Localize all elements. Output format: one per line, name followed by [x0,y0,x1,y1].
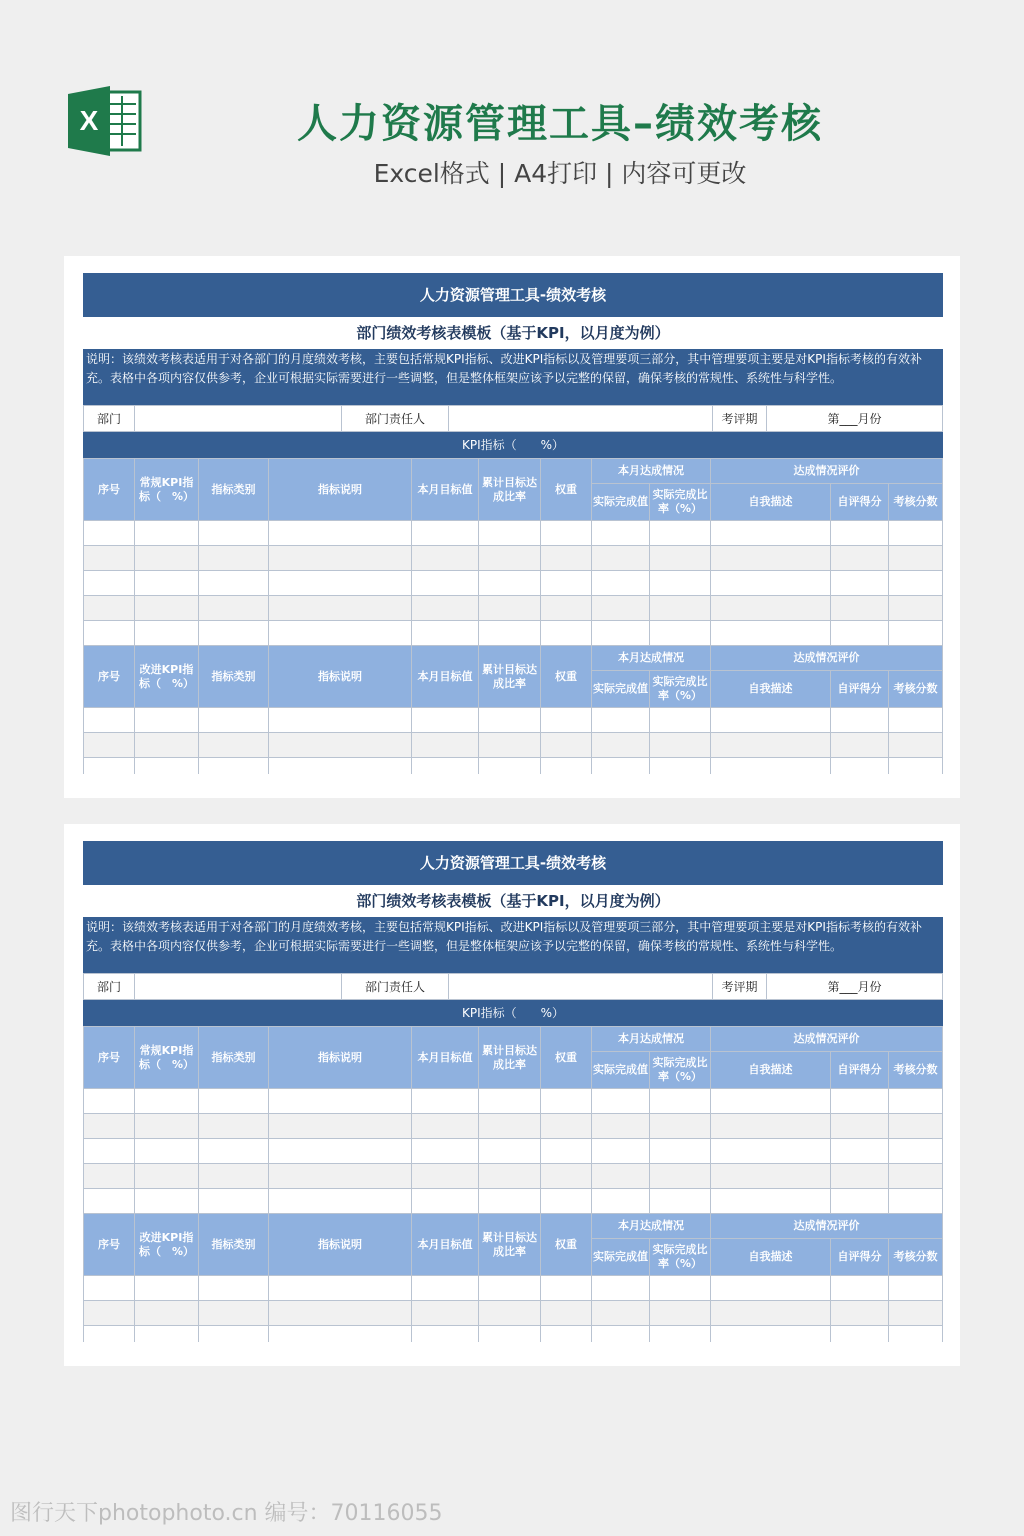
table-row [84,521,943,546]
col-self-score: 自评得分 [831,484,889,521]
page-title: 人力资源管理工具–绩效考核 [297,101,823,147]
col-target: 本月目标值 [412,459,479,521]
table-cell[interactable] [592,1301,650,1326]
table-cell[interactable] [84,758,135,775]
table-cell[interactable] [135,708,199,733]
table-cell[interactable] [541,521,592,546]
table-row [84,1164,943,1189]
table-cell[interactable] [412,1139,479,1164]
table-row [84,621,943,646]
table-cell[interactable] [135,1164,199,1189]
table-cell[interactable] [592,596,650,621]
table-cell[interactable] [541,1114,592,1139]
kpi-band: KPI指标（ %） [83,432,943,458]
table-cell[interactable] [84,1301,135,1326]
table-cell[interactable] [412,621,479,646]
table-cell[interactable] [541,1164,592,1189]
table-cell[interactable] [889,758,943,775]
table-cell[interactable] [135,546,199,571]
table-cell[interactable] [84,596,135,621]
table-cell[interactable] [541,596,592,621]
table-cell[interactable] [831,1189,889,1214]
month-field[interactable]: 第___月份 [767,974,943,1000]
col-explain: 指标说明 [269,1027,412,1089]
table-cell[interactable] [84,571,135,596]
table-cell[interactable] [889,1326,943,1343]
table-cell[interactable] [650,1164,711,1189]
dept-label: 部门 [84,974,135,1000]
table-cell[interactable] [541,1276,592,1301]
table-cell[interactable] [831,758,889,775]
table-cell[interactable] [831,521,889,546]
table-cell[interactable] [592,708,650,733]
table-cell[interactable] [650,708,711,733]
col-weight: 权重 [541,1214,592,1276]
table-cell[interactable] [592,1164,650,1189]
kpi-sheet [83,273,943,774]
col-actual: 实际完成值 [592,484,650,521]
table-cell[interactable] [84,733,135,758]
table-cell[interactable] [479,521,541,546]
col-monthly: 本月达成情况 [592,459,711,484]
table-cell[interactable] [412,1164,479,1189]
table-cell[interactable] [412,1301,479,1326]
table-cell[interactable] [199,1164,269,1189]
table-cell[interactable] [479,1164,541,1189]
table-row [84,758,943,775]
table-cell[interactable] [711,1276,831,1301]
col-target: 本月目标值 [412,1027,479,1089]
dept-label: 部门 [84,406,135,432]
table-cell[interactable] [135,596,199,621]
table-cell[interactable] [269,571,412,596]
table-cell[interactable] [269,621,412,646]
excel-icon [68,86,142,156]
table-cell[interactable] [889,1301,943,1326]
table-cell[interactable] [650,546,711,571]
table-cell[interactable] [199,1276,269,1301]
table-row [84,596,943,621]
col-kpi: 常规KPI指标（ %） [135,459,199,521]
table-cell[interactable] [889,621,943,646]
sheet-subtitle: 部门绩效考核表模板（基于KPI，以月度为例） [356,892,670,910]
table-cell[interactable] [650,1326,711,1343]
table-cell[interactable] [711,1326,831,1343]
table-cell[interactable] [650,1089,711,1114]
table-cell[interactable] [831,708,889,733]
col-actual-rate: 实际完成比率（%） [650,1052,711,1089]
col-explain: 指标说明 [269,1214,412,1276]
table-cell[interactable] [650,571,711,596]
col-cumulative: 累计目标达成比率 [479,1214,541,1276]
col-weight: 权重 [541,459,592,521]
table-cell[interactable] [269,1139,412,1164]
table-row [84,546,943,571]
table-cell[interactable] [84,1089,135,1114]
col-evaluation: 达成情况评价 [711,1027,943,1052]
leader-label: 部门责任人 [342,974,449,1000]
sheet-title-band: 人力资源管理工具-绩效考核 [83,273,943,317]
table-cell[interactable] [135,571,199,596]
col-assess-score: 考核分数 [889,671,943,708]
table-cell[interactable] [269,596,412,621]
kpi-band: KPI指标（ %） [83,1000,943,1026]
table-cell[interactable] [831,733,889,758]
table-cell[interactable] [84,1326,135,1343]
table-cell[interactable] [541,621,592,646]
col-self-desc: 自我描述 [711,484,831,521]
table-cell[interactable] [412,708,479,733]
table-cell[interactable] [412,596,479,621]
table-cell[interactable] [889,1189,943,1214]
table-row [84,1089,943,1114]
table-cell[interactable] [650,733,711,758]
col-seq: 序号 [84,646,135,708]
table-cell[interactable] [135,733,199,758]
table-cell[interactable] [269,708,412,733]
table-cell[interactable] [889,733,943,758]
table-cell[interactable] [84,1164,135,1189]
table-cell[interactable] [412,546,479,571]
table-cell[interactable] [84,1276,135,1301]
table-cell[interactable] [831,1089,889,1114]
table-cell[interactable] [541,1089,592,1114]
table-cell[interactable] [592,1114,650,1139]
table-cell[interactable] [711,1189,831,1214]
table-cell[interactable] [711,621,831,646]
col-assess-score: 考核分数 [889,1052,943,1089]
table-cell[interactable] [84,546,135,571]
table-cell[interactable] [889,1139,943,1164]
sheet-subtitle: 部门绩效考核表模板（基于KPI，以月度为例） [356,324,670,342]
col-kpi: 常规KPI指标（ %） [135,1027,199,1089]
table-cell[interactable] [889,708,943,733]
table-cell[interactable] [711,1139,831,1164]
table-cell[interactable] [592,1326,650,1343]
table-cell[interactable] [412,521,479,546]
svg-text:X: X [79,105,99,136]
table-cell[interactable] [412,1189,479,1214]
table-cell[interactable] [479,1139,541,1164]
table-cell[interactable] [592,621,650,646]
table-cell[interactable] [479,1189,541,1214]
leader-value[interactable] [449,974,713,1000]
table-cell[interactable] [199,546,269,571]
table-cell[interactable] [199,1114,269,1139]
table-cell[interactable] [199,621,269,646]
table-cell[interactable] [541,546,592,571]
table-cell[interactable] [199,571,269,596]
table-cell[interactable] [650,1114,711,1139]
table-cell[interactable] [479,708,541,733]
table-cell[interactable] [650,1301,711,1326]
col-cumulative: 累计目标达成比率 [479,646,541,708]
table-cell[interactable] [412,1114,479,1139]
col-cumulative: 累计目标达成比率 [479,1027,541,1089]
col-self-desc: 自我描述 [711,1239,831,1276]
table-cell[interactable] [889,1164,943,1189]
table-cell[interactable] [479,596,541,621]
info-row [83,405,943,432]
col-assess-score: 考核分数 [889,1239,943,1276]
col-category: 指标类别 [199,646,269,708]
table-cell[interactable] [84,708,135,733]
table-cell[interactable] [831,1301,889,1326]
col-actual: 实际完成值 [592,1052,650,1089]
table-cell[interactable] [199,1139,269,1164]
table-cell[interactable] [479,546,541,571]
table-row [84,1189,943,1214]
table-row [84,1326,943,1343]
page-subtitle: Excel格式 | A4打印 | 内容可更改 [373,159,747,188]
table-cell[interactable] [831,1164,889,1189]
col-actual-rate: 实际完成比率（%） [650,1239,711,1276]
table-cell[interactable] [592,733,650,758]
table-cell[interactable] [479,1114,541,1139]
table-cell[interactable] [199,708,269,733]
table-cell[interactable] [412,1326,479,1343]
col-cumulative: 累计目标达成比率 [479,459,541,521]
table-cell[interactable] [479,758,541,775]
table-cell[interactable] [650,621,711,646]
table-cell[interactable] [269,546,412,571]
table-cell[interactable] [199,596,269,621]
col-actual-rate: 实际完成比率（%） [650,484,711,521]
col-self-score: 自评得分 [831,1052,889,1089]
table-cell[interactable] [135,1276,199,1301]
table-cell[interactable] [269,1276,412,1301]
col-actual-rate: 实际完成比率（%） [650,671,711,708]
table-cell[interactable] [84,621,135,646]
table-cell[interactable] [831,1114,889,1139]
table-cell[interactable] [592,1139,650,1164]
period-label: 考评期 [713,974,767,1000]
table-cell[interactable] [711,596,831,621]
table-cell[interactable] [541,1189,592,1214]
col-assess-score: 考核分数 [889,484,943,521]
col-self-desc: 自我描述 [711,671,831,708]
table-cell[interactable] [269,758,412,775]
col-explain: 指标说明 [269,459,412,521]
col-self-score: 自评得分 [831,671,889,708]
table-cell[interactable] [831,596,889,621]
sheet-preview-2 [64,824,960,1366]
table-cell[interactable] [711,1089,831,1114]
table-cell[interactable] [199,733,269,758]
table-cell[interactable] [650,758,711,775]
table-cell[interactable] [479,1276,541,1301]
table-cell[interactable] [889,596,943,621]
table-cell[interactable] [831,571,889,596]
col-weight: 权重 [541,1027,592,1089]
col-kpi: 改进KPI指标（ %） [135,1214,199,1276]
table-cell[interactable] [711,733,831,758]
table-cell[interactable] [889,546,943,571]
table-cell[interactable] [831,621,889,646]
table-cell[interactable] [135,1114,199,1139]
table-cell[interactable] [269,1164,412,1189]
table-cell[interactable] [592,758,650,775]
col-category: 指标类别 [199,1214,269,1276]
col-monthly: 本月达成情况 [592,1214,711,1239]
table-cell[interactable] [592,1089,650,1114]
col-category: 指标类别 [199,459,269,521]
table-cell[interactable] [199,758,269,775]
table-cell[interactable] [711,571,831,596]
table-cell[interactable] [650,596,711,621]
table-cell[interactable] [199,521,269,546]
table-row [84,1276,943,1301]
kpi-table [83,458,943,774]
col-target: 本月目标值 [412,1214,479,1276]
table-cell[interactable] [889,1089,943,1114]
table-cell[interactable] [135,1326,199,1343]
table-cell[interactable] [199,1326,269,1343]
table-cell[interactable] [84,1114,135,1139]
table-cell[interactable] [269,521,412,546]
col-actual: 实际完成值 [592,1239,650,1276]
table-cell[interactable] [135,1189,199,1214]
table-cell[interactable] [831,546,889,571]
table-cell[interactable] [479,621,541,646]
table-cell[interactable] [541,1326,592,1343]
table-cell[interactable] [412,733,479,758]
table-cell[interactable] [479,1301,541,1326]
kpi-sheet [83,841,943,1342]
table-cell[interactable] [592,546,650,571]
table-cell[interactable] [889,1276,943,1301]
col-seq: 序号 [84,1027,135,1089]
table-cell[interactable] [412,1276,479,1301]
col-seq: 序号 [84,1214,135,1276]
table-cell[interactable] [135,521,199,546]
col-category: 指标类别 [199,1027,269,1089]
table-cell[interactable] [84,521,135,546]
table-cell[interactable] [269,733,412,758]
table-cell[interactable] [831,1326,889,1343]
table-cell[interactable] [479,733,541,758]
table-cell[interactable] [650,1189,711,1214]
table-cell[interactable] [711,1114,831,1139]
table-cell[interactable] [135,1139,199,1164]
table-cell[interactable] [269,1301,412,1326]
table-cell[interactable] [269,1089,412,1114]
col-monthly: 本月达成情况 [592,1027,711,1052]
table-cell[interactable] [84,1139,135,1164]
col-evaluation: 达成情况评价 [711,459,943,484]
table-cell[interactable] [199,1089,269,1114]
table-cell[interactable] [711,546,831,571]
leader-value[interactable] [449,406,713,432]
table-cell[interactable] [831,1276,889,1301]
table-cell[interactable] [135,621,199,646]
col-evaluation: 达成情况评价 [711,646,943,671]
table-cell[interactable] [199,1189,269,1214]
table-cell[interactable] [269,1326,412,1343]
table-cell[interactable] [650,1139,711,1164]
table-cell[interactable] [541,733,592,758]
table-cell[interactable] [135,1089,199,1114]
dept-value[interactable] [135,406,342,432]
table-cell[interactable] [889,571,943,596]
table-cell[interactable] [711,758,831,775]
table-cell[interactable] [831,1139,889,1164]
col-seq: 序号 [84,459,135,521]
col-explain: 指标说明 [269,646,412,708]
table-row [84,708,943,733]
table-cell[interactable] [541,758,592,775]
col-kpi: 改进KPI指标（ %） [135,646,199,708]
sheet-title-band: 人力资源管理工具-绩效考核 [83,841,943,885]
table-cell[interactable] [541,1301,592,1326]
table-cell[interactable] [711,1301,831,1326]
table-row [84,1301,943,1326]
col-self-score: 自评得分 [831,1239,889,1276]
table-cell[interactable] [412,758,479,775]
table-cell[interactable] [592,521,650,546]
table-row [84,1139,943,1164]
table-cell[interactable] [412,571,479,596]
table-cell[interactable] [479,1089,541,1114]
table-cell[interactable] [269,1189,412,1214]
table-cell[interactable] [135,758,199,775]
table-cell[interactable] [84,1189,135,1214]
watermark: 图行天下photophoto.cn 编号：70116055 [10,1501,443,1526]
period-label: 考评期 [713,406,767,432]
table-cell[interactable] [889,1114,943,1139]
col-weight: 权重 [541,646,592,708]
table-cell[interactable] [889,521,943,546]
leader-label: 部门责任人 [342,406,449,432]
col-evaluation: 达成情况评价 [711,1214,943,1239]
table-cell[interactable] [592,1276,650,1301]
table-cell[interactable] [541,1139,592,1164]
table-cell[interactable] [199,1301,269,1326]
table-cell[interactable] [412,1089,479,1114]
table-cell[interactable] [592,1189,650,1214]
dept-value[interactable] [135,974,342,1000]
table-cell[interactable] [541,571,592,596]
table-cell[interactable] [592,571,650,596]
col-monthly: 本月达成情况 [592,646,711,671]
table-cell[interactable] [711,1164,831,1189]
info-row [83,973,943,1000]
month-field[interactable]: 第___月份 [767,406,943,432]
col-target: 本月目标值 [412,646,479,708]
sheet-description: 说明：该绩效考核表适用于对各部门的月度绩效考核，主要包括常规KPI指标、改进KPI指标以及管理要项三部分，其中管理要项主要是对KPI指标考核的有效补充。表格中各项内容仅供参考，企业可根据实际需要进行一些调整，但是整体框架应该予以完整的保留，确保考核的常规性、系统性与科学性。 [83,349,943,405]
table-cell[interactable] [711,708,831,733]
table-cell[interactable] [479,1326,541,1343]
table-cell[interactable] [135,1301,199,1326]
table-cell[interactable] [650,521,711,546]
table-cell[interactable] [479,571,541,596]
table-cell[interactable] [650,1276,711,1301]
table-row [84,1114,943,1139]
col-actual: 实际完成值 [592,671,650,708]
table-cell[interactable] [269,1114,412,1139]
sheet-description: 说明：该绩效考核表适用于对各部门的月度绩效考核，主要包括常规KPI指标、改进KPI指标以及管理要项三部分，其中管理要项主要是对KPI指标考核的有效补充。表格中各项内容仅供参考，企业可根据实际需要进行一些调整，但是整体框架应该予以完整的保留，确保考核的常规性、系统性与科学性。 [83,917,943,973]
sheet-preview-1 [64,256,960,798]
table-cell[interactable] [711,521,831,546]
table-row [84,733,943,758]
table-cell[interactable] [541,708,592,733]
col-self-desc: 自我描述 [711,1052,831,1089]
kpi-table [83,1026,943,1342]
table-row [84,571,943,596]
